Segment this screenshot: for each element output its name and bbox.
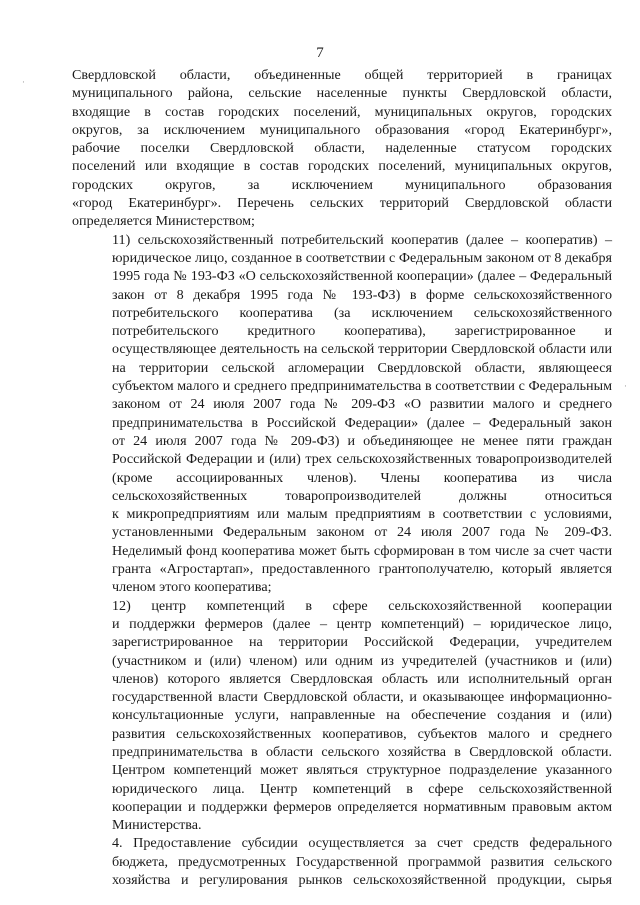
text-line: Российской Федерации и (или) трех сельскохозяйственных товаропроизводителей [112, 451, 612, 468]
text-line: и поддержки фермеров (далее – центр компетенций) – юридическое лицо, [112, 615, 612, 632]
text-line: входящие в состав городских поселений, муниципальных округов, городских [72, 103, 612, 120]
margin-mark: · [624, 382, 627, 392]
text-line: членом этого кооператива; [112, 579, 272, 596]
text-line: юридического лица. Центр компетенций в сфере сельскохозяйственной [112, 780, 612, 797]
text-line: законом от 24 июля 2007 года № 209-ФЗ «О развитии малого и среднего [112, 396, 612, 413]
text-line: 4. Предоставление субсидии осуществляется за счет средств федерального [112, 835, 612, 852]
text-line: от 24 июля 2007 года № 209-ФЗ) и объединяющее не менее пяти граждан [112, 432, 612, 449]
text-line: закон от 8 декабря 1995 года № 193-ФЗ) в форме сельскохозяйственного [112, 286, 612, 303]
text-line: субъектом малого и среднего предпринимательства в соответствии с Федеральным [112, 378, 612, 395]
text-line: установленными Федеральным законом от 24 июля 2007 года № 209-ФЗ. [112, 524, 612, 541]
text-line: предпринимательства в Российской Федерации» (далее – Федеральный закон [112, 414, 612, 431]
text-line: сельскохозяйственных товаропроизводителей должны относиться [112, 487, 612, 504]
text-line: потребительского кредитного кооператива), зарегистрированное и [112, 323, 612, 340]
text-line: юридическое лицо, созданное в соответствии с Федеральным законом от 8 декабря [112, 249, 612, 266]
text-line: членов) которого является Свердловская область или исполнительный орган [112, 670, 612, 687]
page-number: 7 [316, 45, 324, 61]
text-line: городских округов, за исключением муниципального образования [72, 176, 612, 193]
text-line: зарегистрированное на территории Российской Федерации, учредителем [112, 634, 612, 651]
paragraph-item-12-competence-center [72, 597, 612, 835]
text-line: Министерства. [112, 817, 202, 834]
text-line: определяется Министерством; [72, 213, 255, 230]
text-line: муниципального района, сельские населенные пункты Свердловской области, [72, 85, 612, 102]
paragraph-item-4-subsidy [72, 834, 612, 889]
text-line: рабочие поселки Свердловской области, наделенные статусом городских [72, 140, 612, 157]
text-line: потребительского кооператива (за исключением сельскохозяйственного [112, 304, 612, 321]
text-line: Неделимый фонд кооператива может быть сформирован в том числе за счет части [112, 542, 612, 559]
text-line: кооперации и поддержки фермеров определяется нормативным правовым актом [112, 798, 612, 815]
text-line: осуществляющее деятельность на сельской территории Свердловской области или [112, 341, 612, 358]
text-line: 1995 года № 193-ФЗ «О сельскохозяйственной кооперации» (далее – Федеральный [112, 268, 612, 285]
text-line: консультационные услуги, направленные на обеспечение создания и (или) [112, 707, 612, 724]
text-line: Свердловской области, объединенные общей территорией в границах [72, 67, 612, 83]
text-line: гранта «Агростартап», предоставленного грантополучателю, который является [112, 561, 612, 578]
text-line: развития сельскохозяйственных кооперативов, субъектов малого и среднего [112, 725, 612, 742]
text-line: (кроме ассоциированных членов). Члены кооператива из числа [112, 469, 612, 486]
text-line: бюджета, предусмотренных Государственной программой развития сельского [112, 853, 612, 870]
text-line: 12) центр компетенций в сфере сельскохозяйственной кооперации [112, 597, 612, 614]
document-body [72, 66, 612, 889]
text-line: на территории сельской агломерации Свердловской области, являющееся [112, 359, 612, 376]
text-line: (участником и (или) членом) или одним из учредителей (участников и (или) [112, 652, 612, 669]
text-line: 11) сельскохозяйственный потребительский кооператив (далее – кооператив) – [112, 231, 612, 248]
text-line: поселений или входящие в состав городских поселений, муниципальных округов, [72, 158, 612, 175]
text-line: хозяйства и регулирования рынков сельскохозяйственной продукции, сырья [112, 872, 612, 889]
text-line: Центром компетенций может являться структурное подразделение указанного [112, 762, 612, 779]
text-line: «город Екатеринбург». Перечень сельских территорий Свердловской области [72, 195, 612, 212]
text-line: предпринимательства в области сельского хозяйства в Свердловской области. [112, 743, 612, 760]
paragraph-rural-territories [72, 66, 612, 231]
margin-mark: · [22, 78, 25, 88]
paragraph-item-11-cooperative [72, 231, 612, 597]
text-line: государственной власти Свердловской области, и оказывающее информационно- [112, 689, 612, 706]
text-line: округов, за исключением муниципального образования «город Екатеринбург», [72, 121, 612, 138]
text-line: к микропредприятиям или малым предприятиям в соответствии с условиями, [112, 506, 612, 523]
